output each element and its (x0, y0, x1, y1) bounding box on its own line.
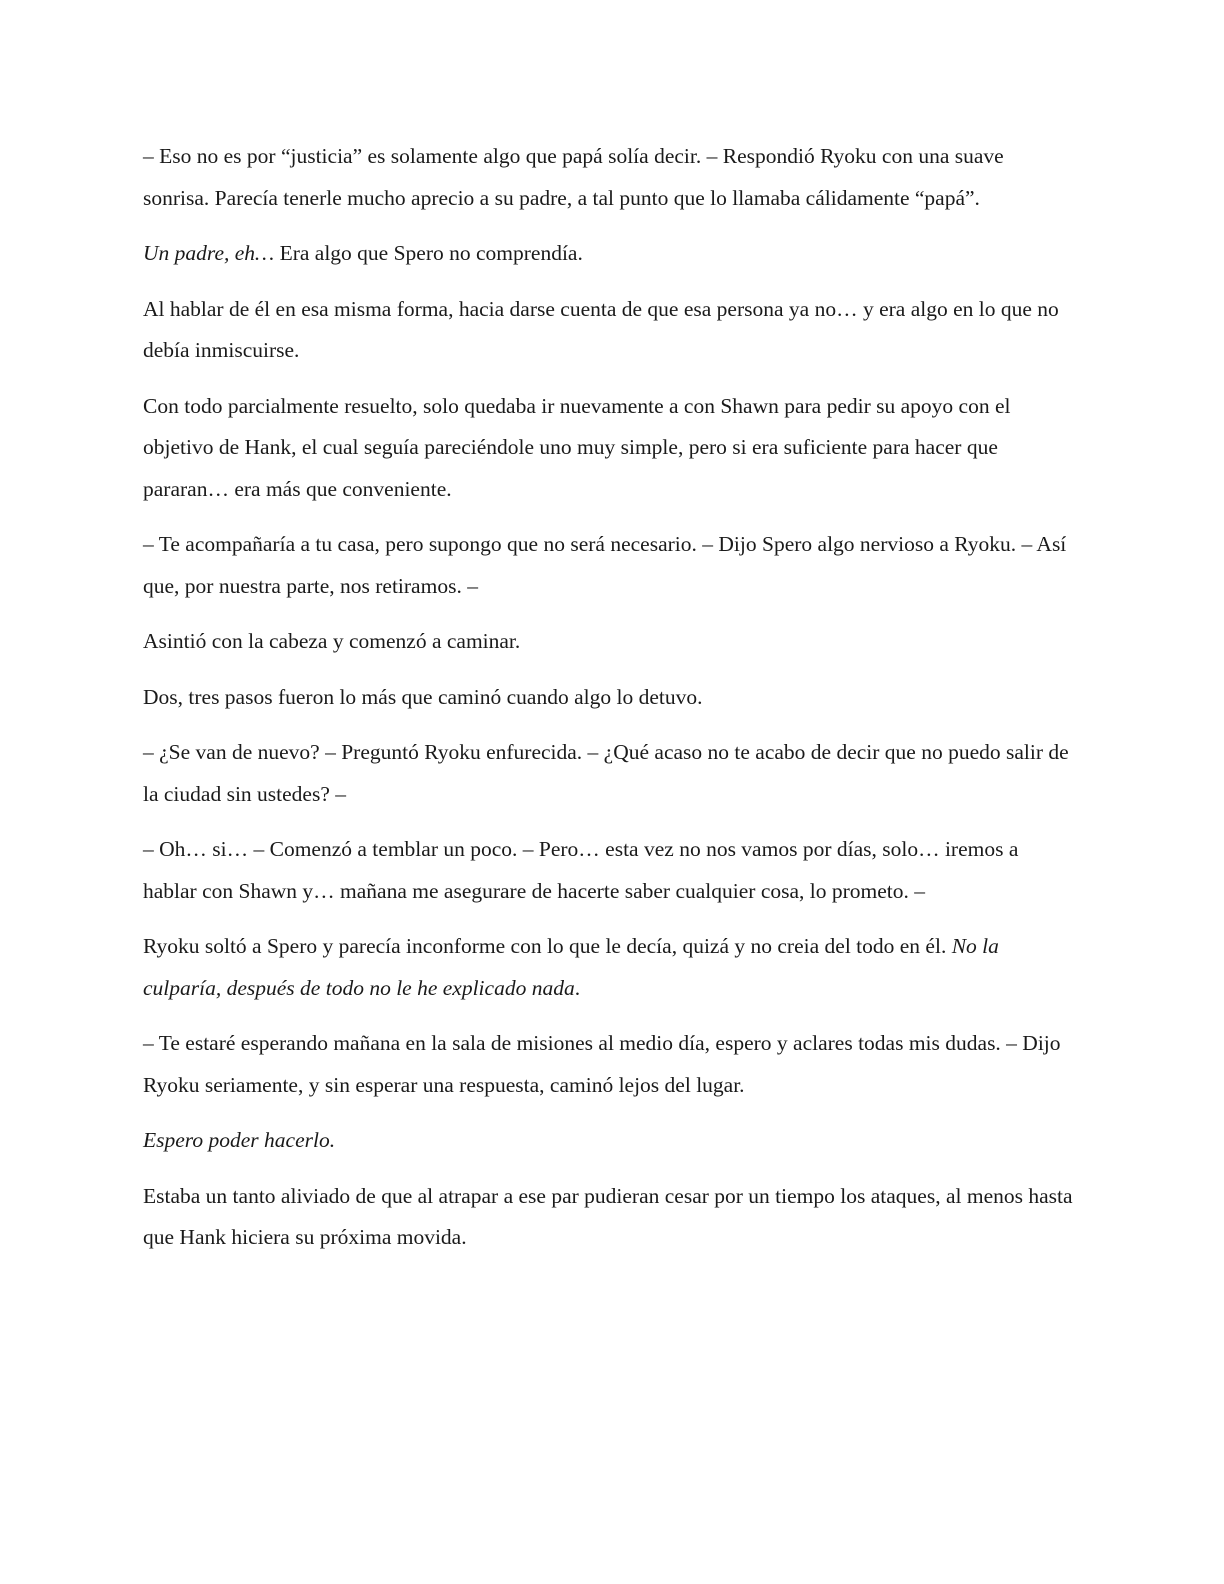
text-run: Era algo que Spero no comprendía. (274, 241, 583, 265)
paragraph (143, 1023, 1073, 1106)
text-run: Dos, tres pasos fueron lo más que caminó cuando algo lo detuvo. (143, 684, 703, 709)
paragraph (143, 524, 1073, 607)
paragraph (143, 1176, 1073, 1259)
text-run: Ryoku soltó a Spero y parecía inconforme con lo que le decía, quizá y no creia del todo en él. (143, 934, 952, 958)
text-run: – Te estaré esperando mañana en la sala de misiones al medio día, espero y aclares todas mis dudas. – Dijo Ryoku seriamente, y sin esperar una respuesta, caminó lejos del lugar. (143, 1031, 1061, 1097)
text-run: Con todo parcialmente resuelto, solo quedaba ir nuevamente a con Shawn para pedir su apoyo con el objetivo de Hank, el cual seguía pareciéndole uno muy simple, pero si era suficiente para hacer que pararan… era más que conveniente. (143, 393, 1011, 501)
text-run: Al hablar de él en esa misma forma, hacia darse cuenta de que esa persona ya no… y era algo en lo que no debía inmiscuirse. (143, 296, 1059, 362)
paragraph (143, 829, 1073, 912)
italic-text-run: No la culparía, después de todo no le he explicado nada (143, 934, 999, 1000)
paragraph (143, 677, 1073, 719)
paragraph (143, 732, 1073, 815)
paragraph (143, 386, 1073, 511)
text-run: Asintió con la cabeza y comenzó a caminar. (143, 629, 521, 653)
paragraph (143, 233, 1073, 275)
text-run: – ¿Se van de nuevo? – Preguntó Ryoku enfurecida. – ¿Qué acaso no te acabo de decir que no puedo salir de la ciudad sin ustedes? – (143, 740, 1069, 806)
paragraph (143, 621, 1073, 663)
paragraph (143, 926, 1073, 1009)
italic-text-run: Un padre, eh… (143, 241, 275, 265)
text-run: Estaba un tanto aliviado de que al atrapar a ese par pudieran cesar por un tiempo los ataques, al menos hasta que Hank hiciera su próxima movida. (143, 1183, 1073, 1249)
text-run: . (574, 975, 581, 1000)
text-run: – Te acompañaría a tu casa, pero supongo que no será necesario. – Dijo Spero algo nervioso a Ryoku. – Así que, por nuestra parte, nos retiramos. – (143, 532, 1067, 598)
paragraph (143, 1120, 1073, 1162)
text-run: – Oh… si… – Comenzó a temblar un poco. – Pero… esta vez no nos vamos por días, solo… iremos a hablar con Shawn y… mañana me asegurare de hacerte saber cualquier cosa, lo prometo. – (143, 837, 1019, 903)
paragraph (143, 289, 1073, 372)
document-page (143, 136, 1073, 1273)
text-run: – Eso no es por “justicia” es solamente algo que papá solía decir. – Respondió Ryoku con una suave sonrisa. Parecía tenerle mucho aprecio a su padre, a tal punto que lo llamaba cálidamente “papá”. (143, 144, 1004, 210)
paragraph (143, 136, 1073, 219)
italic-text-run: Espero poder hacerlo. (143, 1128, 336, 1152)
